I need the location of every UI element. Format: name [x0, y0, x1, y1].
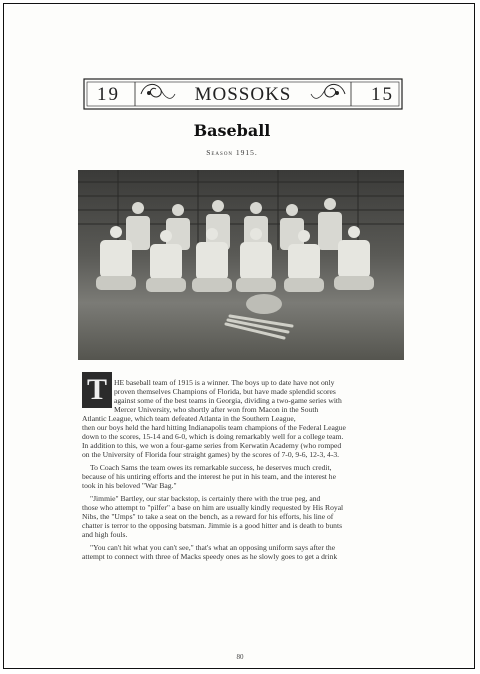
body-line: Mercer University, who shortly after won from Macon in the South: [114, 405, 319, 414]
body-line: then our boys held the hard hitting Indianapolis team champions of the Federal League: [82, 423, 346, 432]
page-number: 80: [236, 653, 244, 661]
body-line: those who attempt to "pilfer" a base on him are usually kindly requested by His Royal: [82, 503, 344, 512]
body-line: and high fouls.: [82, 530, 128, 539]
article-title: Baseball: [193, 121, 271, 140]
team-photograph: [78, 170, 404, 360]
body-line: HE baseball team of 1915 is a winner. The boys up to date have not only: [114, 378, 335, 387]
body-line: proven themselves Champions of Florida, but have made splendid scores: [114, 387, 336, 396]
article-subtitle: Season 1915.: [206, 148, 258, 157]
body-line: "Jimmie" Bartley, our star backstop, is certainly there with the true peg, and: [90, 494, 321, 503]
body-line: took in his beloved "War Bag.": [82, 481, 177, 490]
body-line: down to the scores, 15-14 and 6-0, which is doing remarkably well for a college team.: [82, 432, 344, 441]
body-line: Atlantic League, which team defeated Atlanta in the Southern League,: [82, 414, 296, 423]
body-line: "You can't hit what you can't see," that's what an opposing uniform says after the: [90, 543, 336, 552]
body-line: chatter is terror to the opposing batsman. Jimmie is a good hitter and is death to bunts: [82, 521, 343, 530]
team-photo-illustration: [78, 170, 404, 360]
year-left: 19: [97, 84, 120, 105]
body-line: In addition to this, we won a four-game series from Kerwatin Academy (who romped: [82, 441, 342, 450]
annual-title: MOSSOKS: [194, 84, 292, 105]
body-line: against some of the best teams in Georgia, dividing a two-game series with: [114, 396, 342, 405]
body-line: attempt to connect with three of Macks speedy ones as he slowly goes to get a drink: [82, 552, 338, 561]
drop-cap: T: [82, 372, 112, 408]
header-banner: [83, 76, 403, 112]
body-line: because of his untiring efforts and the interest he put in his team, and the interest he: [82, 472, 336, 481]
body-line: Nibs, the "Umps" to take a seat on the bench, as a reward for his efforts, his line of: [82, 512, 334, 521]
body-line: on the University of Florida four straight games) by the scores of 7-0, 9-6, 12-3, 4-3.: [82, 450, 340, 459]
year-right: 15: [371, 84, 394, 105]
body-line: To Coach Sams the team owes its remarkable success, he deserves much credit,: [90, 463, 332, 472]
